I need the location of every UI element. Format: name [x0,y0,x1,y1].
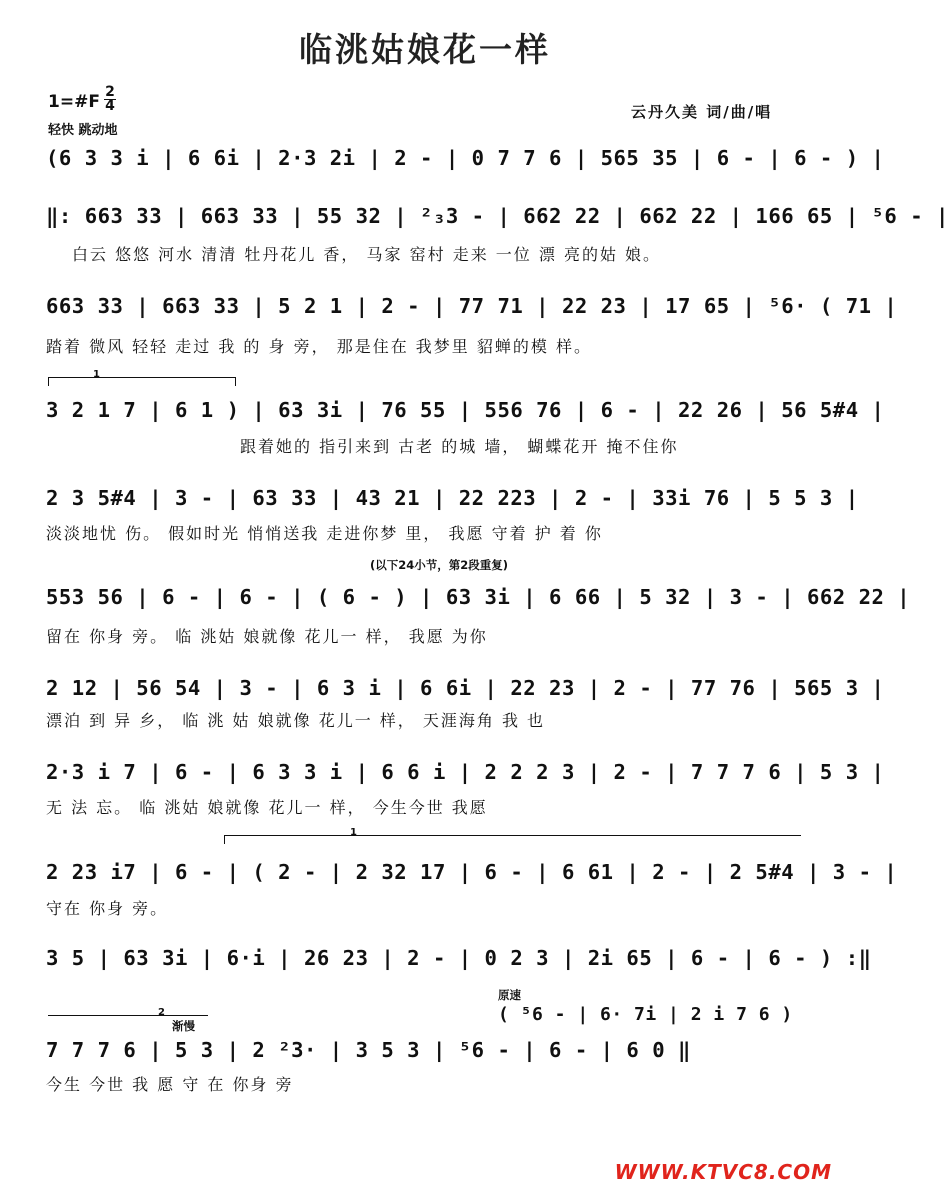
notation-line-7: 2 12 | 56 54 | 3 - | 6 3 i | 6 6i | 22 23 | 2 - | 77 76 | 565 3 | [46,676,885,700]
notation-line-11: 7 7 7 6 | 5 3 | 2 ²3· | 3 5 3 | ⁵6 - | 6 - | 6 0 ‖ [46,1038,691,1062]
lyrics-line-2: 白云 悠悠 河水 清清 牡丹花儿 香， 马家 窑村 走来 一位 漂 亮的姑 娘。 [72,245,662,264]
tempo-original: 原速 [498,988,521,1002]
notation-line-6: 553 56 | 6 - | 6 - | ( 6 - ) | 63 3i | 6 66 | 5 32 | 3 - | 662 22 | [46,585,911,609]
lyrics-line-6: 留在 你身 旁。 临 洮姑 娘就像 花儿一 样， 我愿 为你 [46,627,488,646]
lyrics-line-11: 今生 今世 我 愿 守 在 你身 旁 [46,1075,294,1094]
tempo-ritardando: 渐慢 [172,1019,195,1033]
notation-line-8: 2·3 i 7 | 6 - | 6 3 3 i | 6 6 i | 2 2 2 3 | 2 - | 7 7 7 6 | 5 3 | [46,760,885,784]
volta-bracket-2 [48,1007,208,1018]
site-watermark: WWW.KTVC8.COM [614,1160,832,1184]
volta-bracket-1a [48,369,236,386]
credits: 云丹久美 词/曲/唱 [631,103,773,121]
lyrics-line-7: 漂泊 到 异 乡， 临 洮 姑 娘就像 花儿一 样， 天涯海角 我 也 [46,711,546,730]
notation-line-4: 3 2 1 7 | 6 1 ) | 63 3i | 76 55 | 556 76 | 6 - | 22 26 | 56 5#4 | [46,398,885,422]
volta-number: 2 [158,1007,165,1018]
meter-bottom: 4 [105,98,115,114]
lyrics-line-8: 无 法 忘。 临 洮姑 娘就像 花儿一 样， 今生今世 我愿 [46,798,488,817]
tempo-marking: 轻快 跳动地 [48,123,118,138]
key-signature: 1=#F [48,92,100,112]
meter-top: 2 [105,84,115,100]
notation-line-9: 2 23 i7 | 6 - | ( 2 - | 2 32 17 | 6 - | 6 61 | 2 - | 2 5#4 | 3 - | [46,860,898,884]
notation-line-1: (6 3 3 i | 6 6i | 2·3 2i | 2 - | 0 7 7 6 | 565 35 | 6 - | 6 - ) | [46,146,885,170]
song-title: 临洮姑娘花一样 [299,30,551,69]
time-signature [104,86,116,113]
interlude-line: ( ⁵6 - | 6· 7i | 2 i 7 6 ) [498,1004,793,1025]
lyrics-line-5: 淡淡地忧 伤。 假如时光 悄悄送我 走进你梦 里， 我愿 守着 护 着 你 [46,524,603,543]
lyrics-line-9: 守在 你身 旁。 [46,899,169,918]
notation-line-2: ‖: 663 33 | 663 33 | 55 32 | ²₃3 - | 662 22 | 662 22 | 166 65 | ⁵6 - | [46,204,949,228]
volta-number: 1 [93,369,100,380]
notation-line-3: 663 33 | 663 33 | 5 2 1 | 2 - | 77 71 | 22 23 | 17 65 | ⁵6· ( 71 | [46,294,898,318]
notation-line-5: 2 3 5#4 | 3 - | 63 33 | 43 21 | 22 223 | 2 - | 33i 76 | 5 5 3 | [46,486,859,510]
notation-line-10: 3 5 | 63 3i | 6·i | 26 23 | 2 - | 0 2 3 | 2i 65 | 6 - | 6 - ) :‖ [46,946,872,970]
lyrics-line-4: 跟着她的 指引来到 古老 的城 墙， 蝴蝶花开 掩不住你 [240,437,679,456]
lyrics-line-3: 踏着 微风 轻轻 走过 我 的 身 旁， 那是住在 我梦里 貂蝉的模 样。 [46,337,592,356]
volta-number: 1 [350,827,357,838]
repeat-instruction: (以下24小节，第2段重复) [370,558,509,572]
volta-bracket-1b [224,827,801,844]
